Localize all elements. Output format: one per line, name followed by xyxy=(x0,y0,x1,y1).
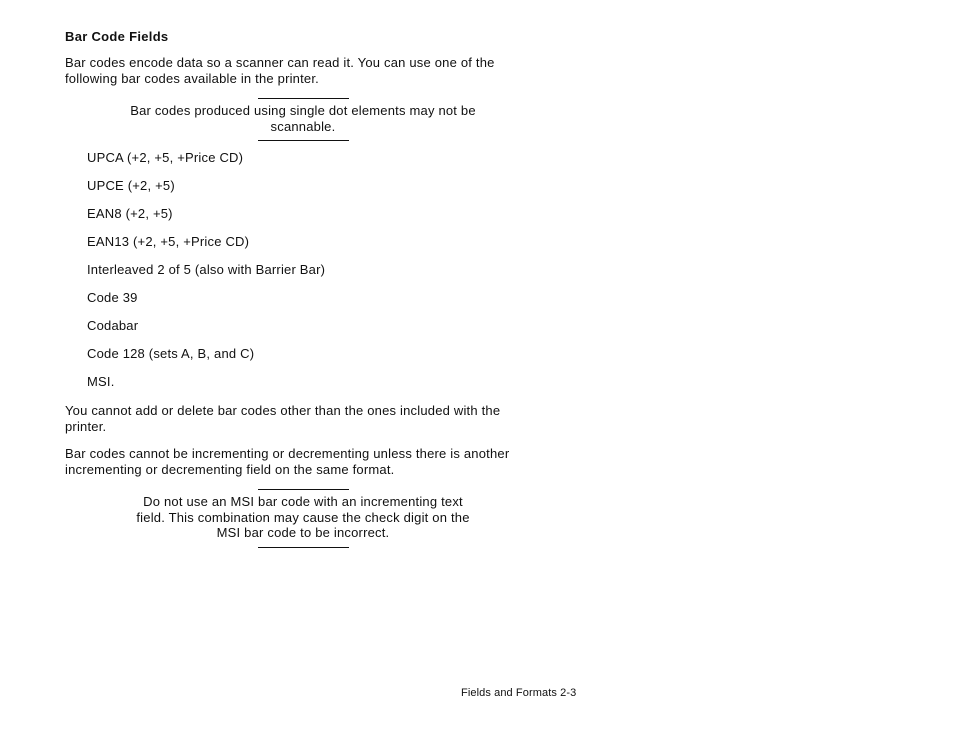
barcode-item: UPCA (+2, +5, +Price CD) xyxy=(87,150,244,165)
barcode-item: Code 39 xyxy=(87,290,138,305)
barcode-list xyxy=(87,150,325,402)
barcode-item: Code 128 (sets A, B, and C) xyxy=(87,346,255,361)
barcode-item: Interleaved 2 of 5 (also with Barrier Bar) xyxy=(87,262,326,277)
intro-paragraph: Bar codes encode data so a scanner can read it. You can use one of the following bar codes available in the printer. xyxy=(65,55,495,86)
note-rule-top xyxy=(258,98,349,99)
page-footer: Fields and Formats 2-3 xyxy=(461,687,577,699)
incrementing-paragraph: Bar codes cannot be incrementing or decrementing unless there is another incrementing or decrementing field on the same format. xyxy=(65,446,510,477)
barcode-item: MSI. xyxy=(87,374,115,389)
barcode-item: Codabar xyxy=(87,318,139,333)
scannability-note: Bar codes produced using single dot elements may not be scannable. xyxy=(130,103,476,134)
barcode-item: UPCE (+2, +5) xyxy=(87,178,175,193)
barcode-item: EAN13 (+2, +5, +Price CD) xyxy=(87,234,250,249)
barcode-item: EAN8 (+2, +5) xyxy=(87,206,173,221)
section-heading: Bar Code Fields xyxy=(65,29,169,44)
restriction-paragraph: You cannot add or delete bar codes other than the ones included with the printer. xyxy=(65,403,501,434)
warning-rule-bottom xyxy=(258,547,349,548)
warning-rule-top xyxy=(258,489,349,490)
msi-warning-note: Do not use an MSI bar code with an incrementing text field. This combination may cause the check digit on the MSI bar code to be incorrect. xyxy=(136,494,470,540)
note-rule-bottom xyxy=(258,140,349,141)
